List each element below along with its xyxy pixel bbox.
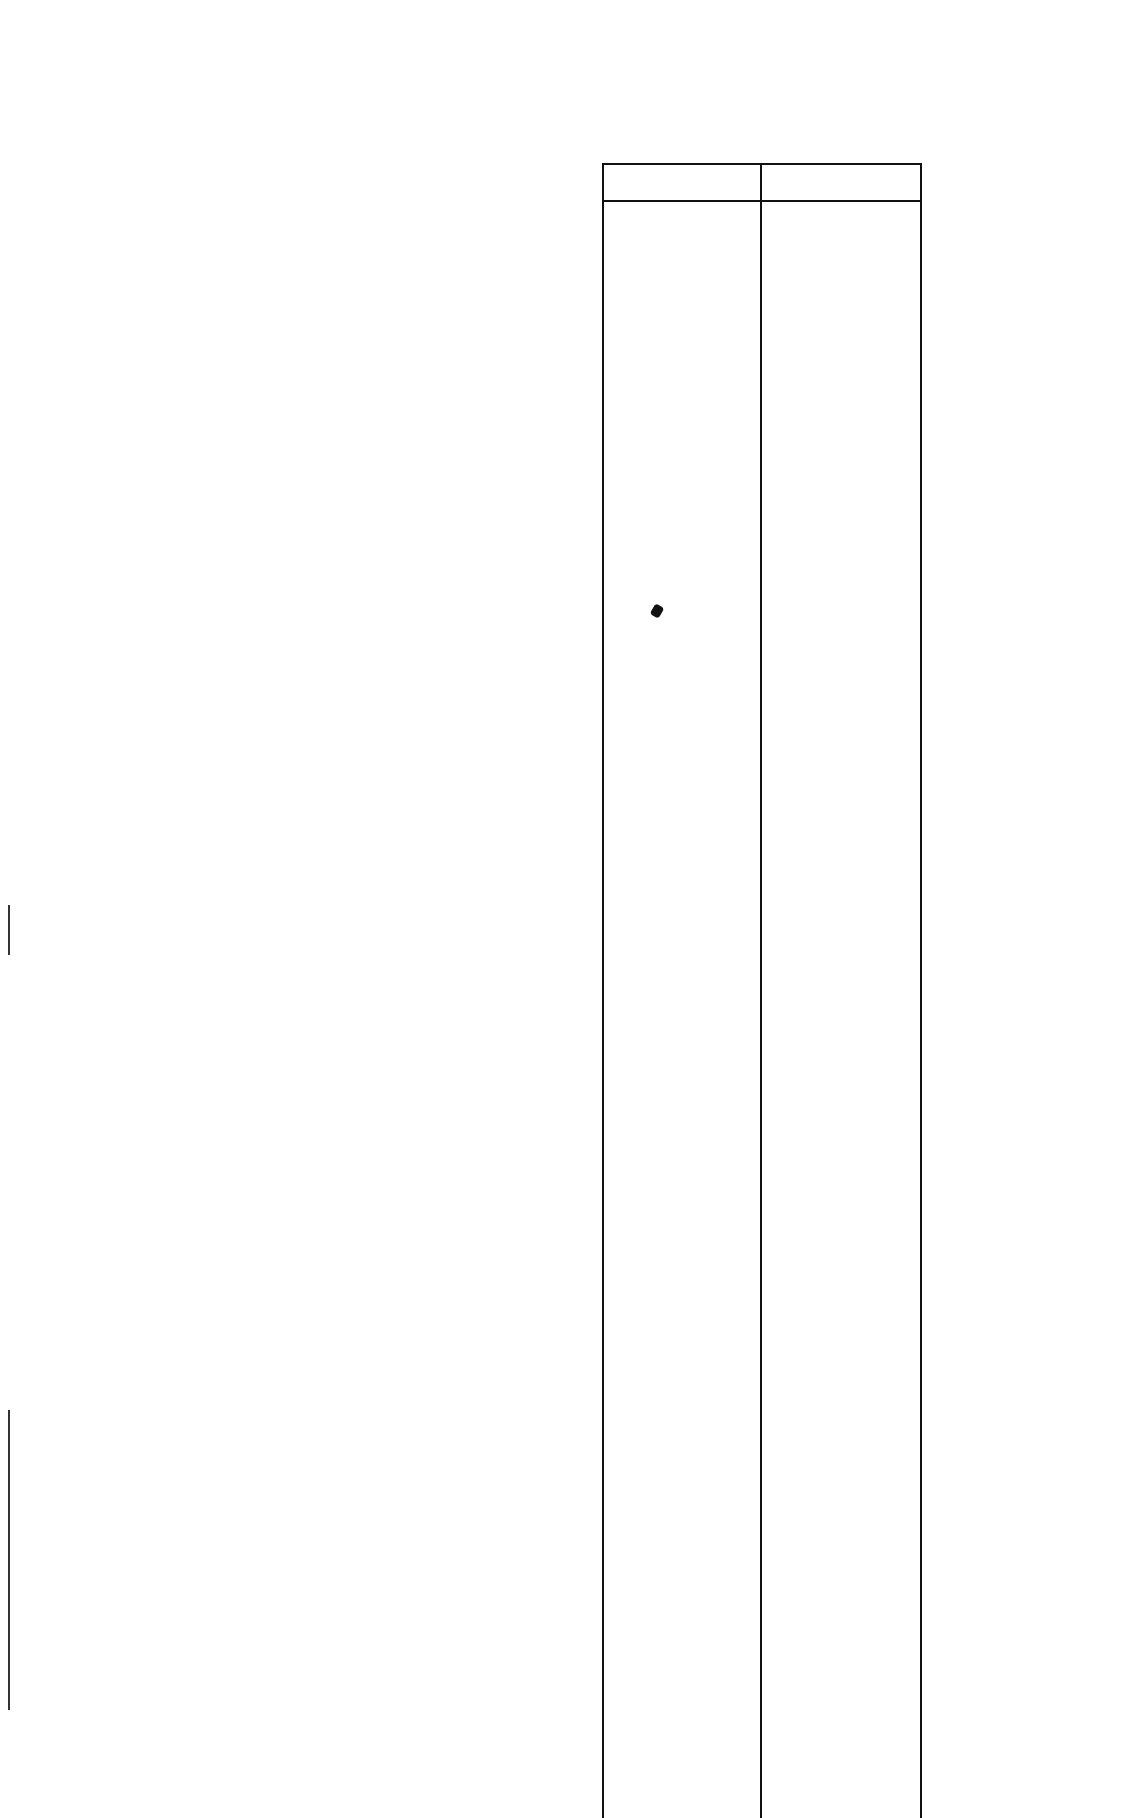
table-middle-rule — [760, 163, 762, 1818]
margin-mark — [8, 1410, 10, 1710]
margin-mark — [8, 905, 10, 955]
table-left-rule — [602, 163, 604, 1818]
table-right-rule — [920, 163, 922, 1818]
ink-mark — [650, 603, 665, 618]
